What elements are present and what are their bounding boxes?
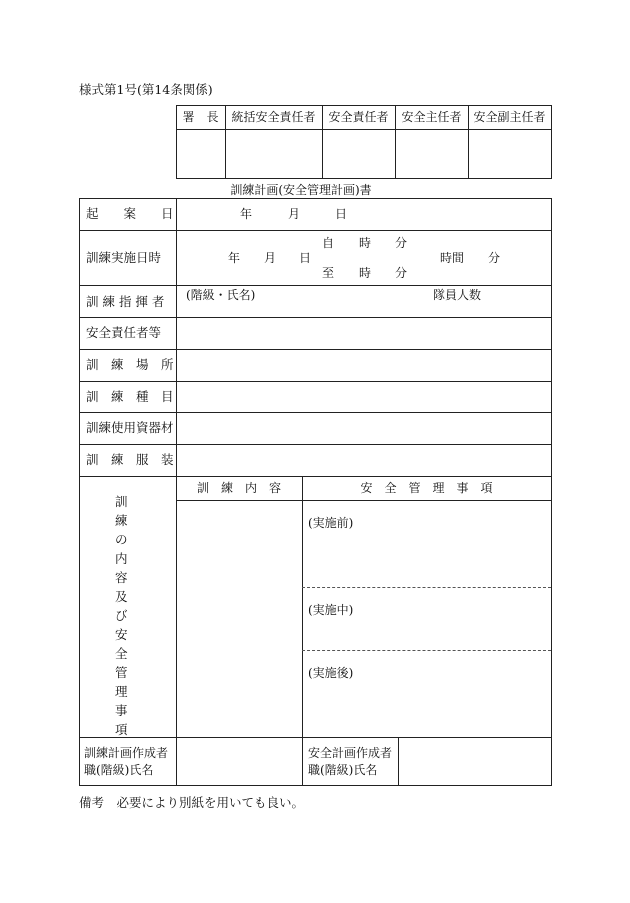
commander-rank-name: (階級・氏名) xyxy=(186,288,256,302)
label-datetime: 訓練実施日時 xyxy=(86,250,162,265)
label-location: 訓 練 場 所 xyxy=(86,357,174,372)
training-author-title: 職(階級)氏名 xyxy=(84,763,154,777)
safety-author-title: 職(階級)氏名 xyxy=(308,763,378,777)
label-equipment: 訓練使用資器材 xyxy=(86,420,174,435)
safety-before: (実施前) xyxy=(308,516,354,530)
approval-cell-chief: 署 長 xyxy=(182,110,219,124)
draft-day: 日 xyxy=(335,207,348,221)
approval-cell-safety-officer: 安全責任者 xyxy=(328,110,389,124)
col-training-content: 訓 練 内 容 xyxy=(196,481,281,495)
label-draft-date: 起 案 日 xyxy=(86,206,174,221)
exec-day: 日 xyxy=(299,251,312,265)
remarks: 備考 必要により別紙を用いても良い。 xyxy=(79,795,305,810)
exec-duration-minutes: 分 xyxy=(488,251,501,265)
exec-to: 至 xyxy=(322,266,335,280)
content-side-label: 訓 練 の 内 容 及 び 安 全 管 理 事 項 xyxy=(115,494,128,737)
exec-from-hour: 時 xyxy=(359,236,372,250)
approval-cell-general-safety: 統括安全責任者 xyxy=(231,110,316,124)
draft-year: 年 xyxy=(240,207,253,221)
exec-from-minute: 分 xyxy=(395,236,408,250)
page-title: 訓練計画(安全管理計画)書 xyxy=(230,183,372,197)
approval-cell-safety-deputy: 安全副主任者 xyxy=(473,110,546,124)
exec-year: 年 xyxy=(228,251,241,265)
form-number: 様式第1号(第14条関係) xyxy=(79,82,213,97)
exec-duration-hours: 時間 xyxy=(440,251,465,265)
exec-to-hour: 時 xyxy=(359,266,372,280)
label-safety-officer: 安全責任者等 xyxy=(86,325,162,340)
label-commander: 訓 練 指 揮 者 xyxy=(86,294,165,309)
label-uniform: 訓 練 服 装 xyxy=(86,452,174,467)
safety-after: (実施後) xyxy=(308,666,354,680)
col-safety-items: 安 全 管 理 事 項 xyxy=(360,481,493,495)
approval-cell-safety-chief: 安全主任者 xyxy=(401,110,462,124)
commander-members: 隊員人数 xyxy=(433,288,482,302)
training-author-label: 訓練計画作成者 xyxy=(84,746,169,760)
label-training-type: 訓 練 種 目 xyxy=(86,389,174,404)
exec-month: 月 xyxy=(264,251,277,265)
safety-during: (実施中) xyxy=(308,603,354,617)
exec-from: 自 xyxy=(322,236,335,250)
draft-month: 月 xyxy=(288,207,301,221)
exec-to-minute: 分 xyxy=(395,266,408,280)
safety-author-label: 安全計画作成者 xyxy=(308,746,393,760)
